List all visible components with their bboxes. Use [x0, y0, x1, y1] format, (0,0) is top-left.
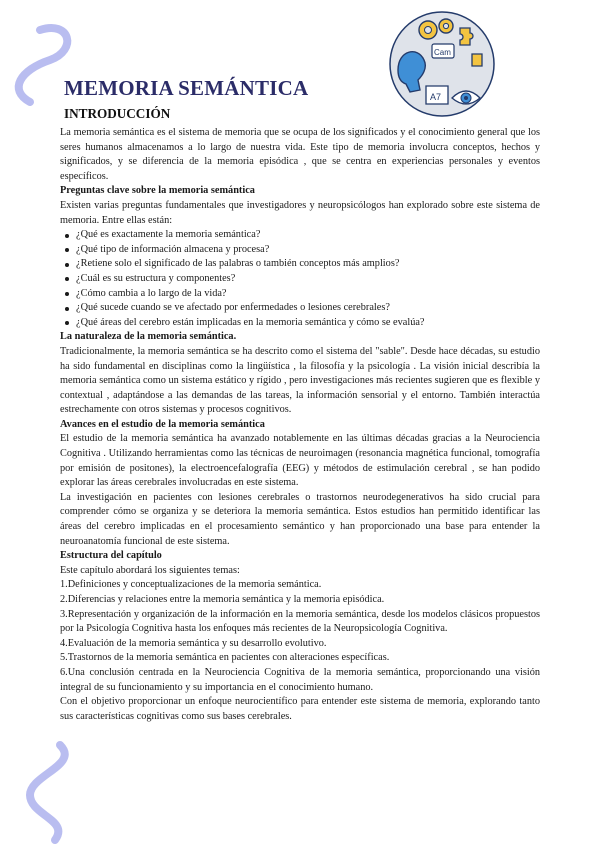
intro-heading: INTRODUCCIÓN — [64, 106, 171, 121]
list-item: ¿Qué tipo de información almacena y procesa? — [60, 243, 540, 258]
list-item: ¿Cómo cambia a lo largo de la vida? — [60, 287, 540, 302]
advances-paragraph: La investigación en pacientes con lesiones cerebrales o trastornos neurodegenerativos ha sido crucial para comprender cómo se organiza y se deteriora la memoria semántica. Estos estudios han permitido identificar las áreas del cerebro implicadas en el procesamiento semántico y han proporcionado una base para entender la neuroanatomía funcional de este sistema. — [60, 491, 540, 547]
key-questions-paragraph: Existen varias preguntas fundamentales que investigadores y neuropsicólogos han explorado sobre este sistema de memoria. Entre ellas están: — [60, 199, 540, 226]
structure-paragraph: Este capítulo abordará los siguientes temas: — [60, 564, 240, 576]
structure-list — [60, 578, 540, 695]
list-item: ¿Cuál es su estructura y componentes? — [60, 272, 540, 287]
list-item: 5.Trastornos de la memoria semántica en pacientes con alteraciones específicas. — [60, 652, 390, 664]
closing-paragraph: Con el objetivo proporcionar un enfoque neurocientífico para entender este sistema de memoria, explorando tanto sus características cognitivas como sus bases cerebrales. — [60, 696, 540, 722]
list-item: 2.Diferencias y relaciones entre la memoria semántica y la memoria episódica. — [60, 594, 385, 605]
gear-icon — [419, 21, 437, 39]
nature-paragraph: Tradicionalmente, la memoria semántica se ha descrito como el sistema del "sable". Desde hace décadas, su estudio ha sido fundamental en disciplinas como la lingüística , la filosofía y la psicología . La visión inicial describía la memoria semántica como un sistema estático y rígido , pero investigaciones más recientes sugieren que es flexible y contextual , adaptándose a las demandas de las tareas, la información sensorial y el entorno. También interactúa estrechamente con otros sistemas y procesos cognitivos. — [60, 345, 540, 416]
list-item: 3.Representación y organización de la información en la memoria semántica, desde los modelos clásicos propuestos por la Psicología Cognitiva hasta los enfoques más recientes de la Neuropsicología Cognitiva. — [60, 608, 540, 635]
intro-paragraph: La memoria semántica es el sistema de memoria que se ocupa de los significados y el conocimiento general que los seres humanos almacenamos a lo largo de nuestra vida. Este tipo de memoria involucra conceptos, hechos y significados, y se diferencia de la memoria episódica , que se centra en experiencias personales y eventos específicos. — [60, 127, 540, 182]
advances-heading: Avances en el estudio de la memoria semántica — [60, 418, 265, 430]
list-item: 1.Definiciones y conceptualizaciones de la memoria semántica. — [60, 579, 322, 591]
list-item: ¿Qué sucede cuando se ve afectado por enfermedades o lesiones cerebrales? — [60, 301, 540, 316]
page-title: MEMORIA SEMÁNTICA — [64, 76, 309, 100]
key-questions-heading: Preguntas clave sobre la memoria semántica — [60, 185, 255, 197]
structure-heading: Estructura del capítulo — [60, 550, 162, 562]
list-item: ¿Qué es exactamente la memoria semántica? — [60, 228, 540, 243]
gear-icon — [439, 19, 453, 33]
illustration-label-cam: Cam — [434, 48, 451, 57]
nature-heading: La naturaleza de la memoria semántica. — [60, 331, 237, 343]
list-item: 6.Una conclusión centrada en la Neurociencia Cognitiva de la memoria semántica, proporcionando una visión integral de su funcionamiento y su importancia en el conocimiento humano. — [60, 666, 540, 693]
puzzle-icon — [472, 54, 482, 66]
decorative-squiggle-bottom — [0, 740, 80, 848]
list-item: ¿Qué áreas del cerebro están implicadas en la memoria semántica y cómo se evalúa? — [60, 316, 540, 331]
advances-paragraph: El estudio de la memoria semántica ha avanzado notablemente en las últimas décadas gracias a la Neurociencia Cognitiva . Utilizando herramientas como las técnicas de neuroimagen (resonancia magnética funcional, tomografía por emisión de positones), la electroencefalografía (EEG) y métodos de estimulación cerebral , se han podido explorar las áreas cerebrales involucradas en este sistema. — [60, 433, 540, 489]
illustration-label-a7: A7 — [430, 92, 442, 102]
key-questions-list — [60, 228, 540, 330]
list-item: 4.Evaluación de la memoria semántica y su desarrollo evolutivo. — [60, 637, 327, 649]
list-item: ¿Retiene solo el significado de las palabras o también conceptos más amplios? — [60, 257, 540, 272]
brain-memory-illustration — [388, 10, 496, 118]
document-body — [60, 126, 540, 724]
